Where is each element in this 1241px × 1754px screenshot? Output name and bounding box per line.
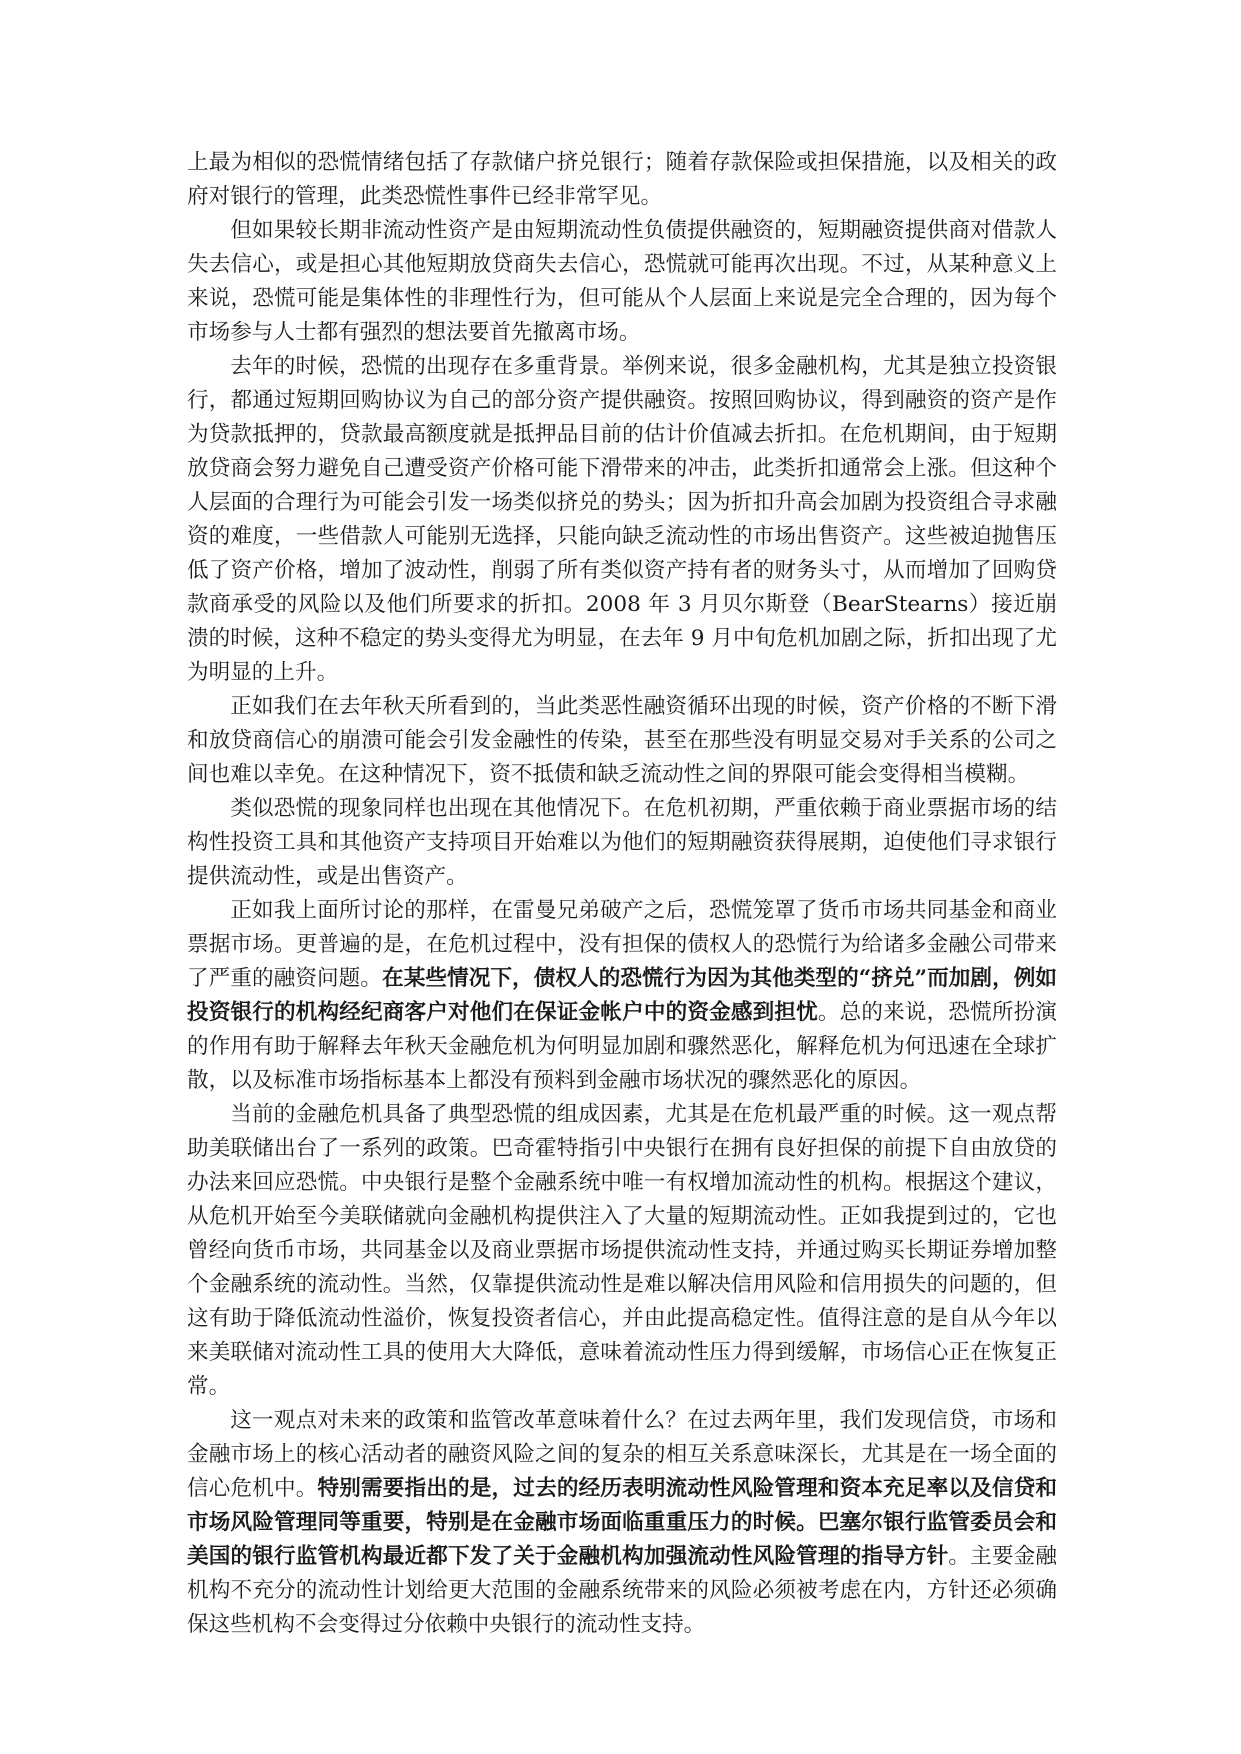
paragraph-1 <box>187 146 1057 214</box>
paragraph-8 <box>187 1404 1057 1642</box>
paragraph-5-text: 类似恐慌的现象同样也出现在其他情况下。在危机初期，严重依赖于商业票据市场的结构性投资工具和其他资产支持项目开始难以为他们的短期融资获得展期，迫使他们寻求银行提供流动性，或是出售资产。 <box>187 796 1057 889</box>
paragraph-3-text: 去年的时候，恐慌的出现存在多重背景。举例来说，很多金融机构，尤其是独立投资银行，都通过短期回购协议为自己的部分资产提供融资。按照回购协议，得到融资的资产是作为贷款抵押的，贷款最高额度就是抵押品目前的估计价值减去折扣。在危机期间，由于短期放贷商会努力避免自己遭受资产价格可能下滑带来的冲击，此类折扣通常会上涨。但这种个人层面的合理行为可能会引发一场类似挤兑的势头；因为折扣升高会加剧为投资组合寻求融资的难度，一些借款人可能别无选择，只能向缺乏流动性的市场出售资产。这些被迫抛售压低了资产价格，增加了波动性，削弱了所有类似资产持有者的财务头寸，从而增加了回购贷款商承受的风险以及他们所要求的折扣。2008 年 3 月贝尔斯登（BearStearns）接近崩溃的时候，这种不稳定的势头变得尤为明显，在去年 9 月中旬危机加剧之际，折扣出现了尤为明显的上升。 <box>187 354 1057 685</box>
document-page <box>187 146 1057 1642</box>
paragraph-6-text-a: 正如我上面所讨论的那样，在雷曼兄弟破产之后，恐慌笼罩了货币市场共同基金和商业票据市场。更普遍的是，在危机过程中，没有担保的债权人的恐慌行为给诸多金融公司带来了严重的融资问题。 <box>187 898 1057 991</box>
paragraph-6-bold-text: 在某些情况下，债权人的恐慌行为因为其他类型的“挤兑”而加剧，例如投资银行的机构经纪商客户对他们在保证金帐户中的资金感到担忧 <box>187 966 1057 1025</box>
paragraph-7-text: 当前的金融危机具备了典型恐慌的组成因素，尤其是在危机最严重的时候。这一观点帮助美联储出台了一系列的政策。巴奇霍特指引中央银行在拥有良好担保的前提下自由放贷的办法来回应恐慌。中央银行是整个金融系统中唯一有权增加流动性的机构。根据这个建议，从危机开始至今美联储就向金融机构提供注入了大量的短期流动性。正如我提到过的，它也曾经向货币市场，共同基金以及商业票据市场提供流动性支持，并通过购买长期证券增加整个金融系统的流动性。当然，仅靠提供流动性是难以解决信用风险和信用损失的问题的，但这有助于降低流动性溢价，恢复投资者信心，并由此提高稳定性。值得注意的是自从今年以来美联储对流动性工具的使用大大降低，意味着流动性压力得到缓解，市场信心正在恢复正常。 <box>187 1102 1057 1399</box>
paragraph-5 <box>187 792 1057 894</box>
paragraph-7 <box>187 1098 1057 1404</box>
paragraph-3 <box>187 350 1057 690</box>
paragraph-8-text-a: 这一观点对未来的政策和监管改革意味着什么？在过去两年里，我们发现信贷，市场和金融市场上的核心活动者的融资风险之间的复杂的相互关系意味深长，尤其是在一场全面的信心危机中。 <box>187 1408 1057 1501</box>
paragraph-4 <box>187 690 1057 792</box>
paragraph-6-text-b: 。总的来说，恐慌所扮演的作用有助于解释去年秋天金融危机为何明显加剧和骤然恶化，解释危机为何迅速在全球扩散，以及标准市场指标基本上都没有预料到金融市场状况的骤然恶化的原因。 <box>187 1000 1057 1093</box>
paragraph-8-bold-text: 特别需要指出的是，过去的经历表明流动性风险管理和资本充足率以及信贷和市场风险管理同等重要，特别是在金融市场面临重重压力的时候。巴塞尔银行监管委员会和美国的银行监管机构最近都下发了关于金融机构加强流动性风险管理的指导方针 <box>187 1476 1057 1569</box>
paragraph-8-text-b: 。主要金融机构不充分的流动性计划给更大范围的金融系统带来的风险必须被考虑在内，方针还必须确保这些机构不会变得过分依赖中央银行的流动性支持。 <box>187 1544 1057 1637</box>
paragraph-2 <box>187 214 1057 350</box>
paragraph-4-text: 正如我们在去年秋天所看到的，当此类恶性融资循环出现的时候，资产价格的不断下滑和放贷商信心的崩溃可能会引发金融性的传染，甚至在那些没有明显交易对手关系的公司之间也难以幸免。在这种情况下，资不抵债和缺乏流动性之间的界限可能会变得相当模糊。 <box>187 694 1057 787</box>
paragraph-6 <box>187 894 1057 1098</box>
paragraph-1-text: 上最为相似的恐慌情绪包括了存款储户挤兑银行；随着存款保险或担保措施，以及相关的政府对银行的管理，此类恐慌性事件已经非常罕见。 <box>187 150 1057 209</box>
paragraph-2-text: 但如果较长期非流动性资产是由短期流动性负债提供融资的，短期融资提供商对借款人失去信心，或是担心其他短期放贷商失去信心，恐慌就可能再次出现。不过，从某种意义上来说，恐慌可能是集体性的非理性行为，但可能从个人层面上来说是完全合理的，因为每个市场参与人士都有强烈的想法要首先撤离市场。 <box>187 218 1057 345</box>
